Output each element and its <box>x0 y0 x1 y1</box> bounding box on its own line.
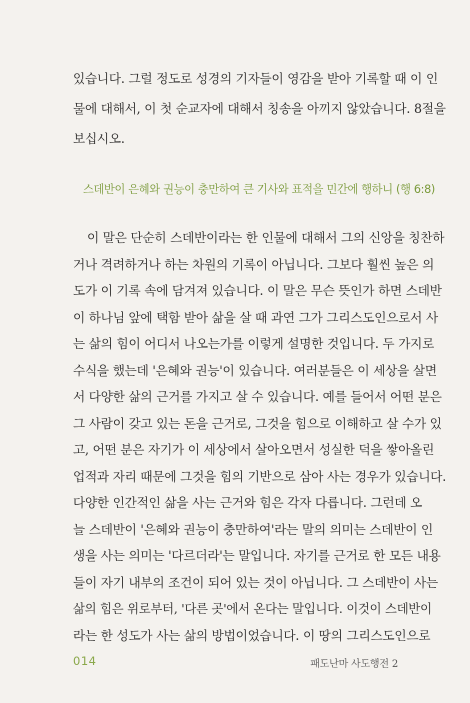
page-number: 014 <box>73 654 97 668</box>
paragraph-line: 도가 이 기록 속에 담겨져 있습니다. 이 말은 무슨 뜻인가 하면 스데반 <box>73 283 442 298</box>
paragraph-line: 고, 어떤 분은 자기가 이 세상에서 살아오면서 성실한 덕을 쌓아올린 <box>73 442 435 457</box>
paragraph-line: 이 하나님 앞에 택함 받아 삶을 살 때 과연 그가 그리스도인으로서 사 <box>73 309 438 325</box>
paragraph-line: 늘 스데반이 '은혜와 권능이 충만하여'라는 말의 의미는 스데반이 인 <box>73 521 434 537</box>
paragraph-line: 들이 자기 내부의 조건이 되어 있는 것이 아닙니다. 그 스데반이 사는 <box>73 574 438 590</box>
verse-quote: 스데반이 은혜와 권능이 충만하여 큰 기사와 표적을 민간에 행하니 (행 6:8) <box>83 183 435 196</box>
paragraph-line: 거나 격려하거나 하는 차원의 기록이 아닙니다. 그보다 훨씬 높은 의 <box>73 256 435 272</box>
paragraph-line: 그 사람이 갖고 있는 돈을 근거로, 그것을 힘으로 이해하고 살 수가 있 <box>73 415 442 431</box>
paragraph-line: 수식을 했는데 '은혜와 권능'이 있습니다. 여러분들은 이 세상을 살면 <box>73 362 437 378</box>
paragraph-line: 다양한 인간적인 삶을 사는 근거와 힘은 각자 다릅니다. 그런데 오 <box>73 495 423 510</box>
running-title: 패도난마 사도행전 2 <box>310 659 398 670</box>
paragraph-line: 삶의 힘은 위로부터, '다른 곳'에서 온다는 말입니다. 이것이 스데반이 <box>73 602 432 616</box>
paragraph-line: 이 말은 단순히 스데반이라는 한 인물에 대해서 그의 신앙을 칭찬하 <box>87 230 445 245</box>
paragraph-line: 라는 한 성도가 사는 삶의 방법이었습니다. 이 땅의 그리스도인으로 <box>73 627 431 643</box>
paragraph-line: 서 다양한 삶의 근거를 가지고 살 수 있습니다. 예를 들어서 어떤 분은 <box>73 389 442 404</box>
paragraph-line: 생을 사는 의미는 '다르더라'는 말입니다. 자기를 근거로 한 모든 내용 <box>73 548 441 563</box>
paragraph-line: 있습니다. 그럴 정도로 성경의 기자들이 영감을 받아 기록할 때 이 인 <box>73 71 438 86</box>
paragraph-line: 는 삶의 힘이 어디서 나오는가를 이렇게 설명한 것입니다. 두 가지로 <box>73 336 435 351</box>
paragraph-line: 물에 대해서, 이 첫 순교자에 대해서 칭송을 아끼지 않았습니다. 8절을 <box>73 101 446 116</box>
paragraph-line: 업적과 자리 때문에 그것을 힘의 기반으로 삼아 사는 경우가 있습니다. <box>73 468 447 484</box>
paragraph-line: 보십시오. <box>73 131 125 146</box>
